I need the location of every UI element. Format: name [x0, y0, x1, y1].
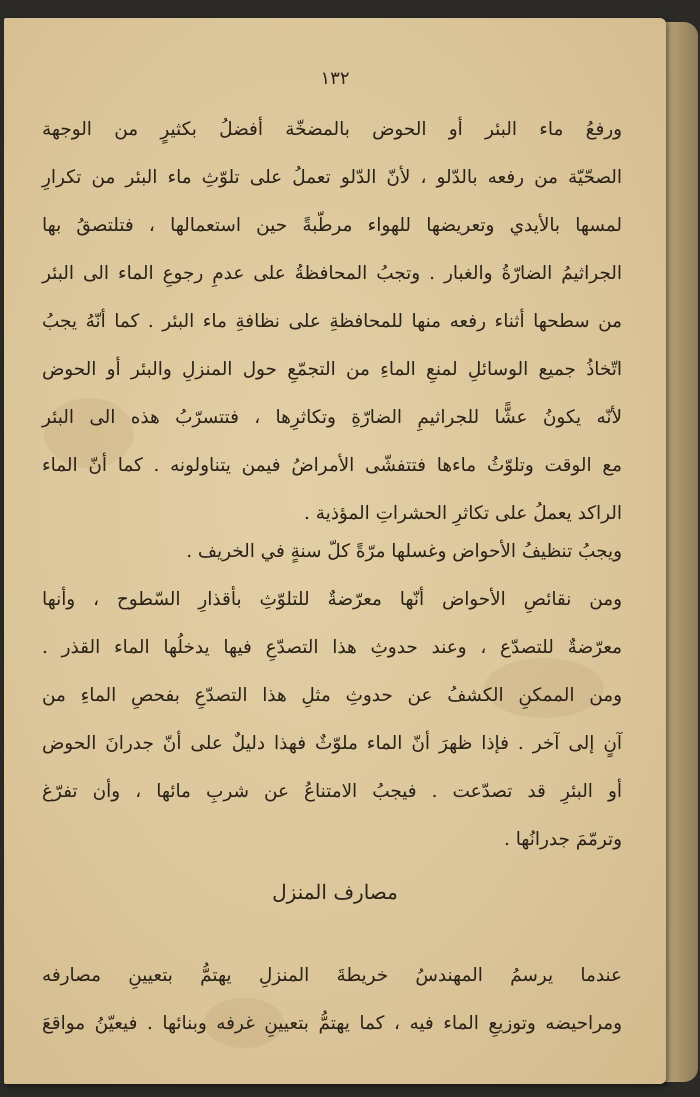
- book-page: [4, 18, 666, 1084]
- text-line: أو البئرِ قد تصدّعت . فيجبُ الامتناعُ عن شربِ مائها ، وأن تفرّغ: [42, 781, 622, 802]
- text-line: من سطحها أثناء رفعه منها للمحافظةِ على نظافةِ ماء البئر . كما أنّهُ يجبُ: [42, 311, 622, 332]
- text-line: ورفعُ ماء البئر أو الحوض بالمضخّة أفضلُ بكثيرٍ من الوجهة: [42, 119, 622, 140]
- text-line: اتّخاذُ جميع الوسائلِ لمنعِ الماءِ من التجمّعِ حول المنزلِ والبئر أو الحوض: [42, 359, 622, 380]
- text-line: لمسها بالأيدي وتعريضها للهواء مرطّبةً حين استعمالها ، فتلتصقُ بها: [42, 215, 622, 236]
- text-line: وترمّمَ جدرانُها .: [504, 829, 622, 850]
- text-line: لأنّه يكونُ عشًّا للجراثيمِ الضارّةِ وتكاثرِها ، فتتسرّبُ هذه الى البئر: [42, 407, 622, 428]
- paragraph-well-water: [42, 106, 622, 538]
- text-line: ومراحيضه وتوزيعِ الماء فيه ، كما يهتمُّ بتعيينِ غرفه وبنائها . فيعيّنُ مواقعَ: [42, 1013, 622, 1034]
- paragraph-tanks: [42, 528, 622, 864]
- text-line: معرّضةٌ للتصدّع ، وعند حدوثِ هذا التصدّعِ فيها يدخلُها الماء القذر .: [42, 637, 622, 658]
- paragraph-house-drains: [42, 952, 622, 1048]
- text-line: الجراثيمُ الضارّةُ والغبار . وتجبُ المحافظةُ على عدمِ رجوعِ الماء الى البئر: [42, 263, 622, 284]
- text-line: عندما يرسمُ المهندسُ خريطةَ المنزلِ يهتمُّ بتعيينِ مصارفه: [42, 965, 622, 986]
- text-line: ومن نقائصِ الأحواض أنّها معرّضةٌ للتلوّثِ بأقذارِ السّطوح ، وأنها: [42, 589, 622, 610]
- text-line: آنٍ إلى آخر . فإذا ظهرَ أنّ الماء ملوّثٌ فهذا دليلٌ على أنّ جدرانَ الحوض: [42, 733, 622, 754]
- text-line: الراكد يعملُ على تكاثرِ الحشراتِ المؤذية .: [304, 503, 622, 524]
- text-line: ويجبُ تنظيفُ الأحواض وغسلها مرّةً كلّ سنةٍ في الخريف .: [186, 541, 622, 562]
- page-number: ١٣٢: [320, 68, 350, 89]
- text-line: الصحّيّة من رفعه بالدّلو ، لأنّ الدّلو تعملُ على تلوّثِ ماء البئر من تكرارِ: [42, 167, 622, 188]
- section-heading: مصارف المنزل: [272, 880, 398, 904]
- text-line: ومن الممكنِ الكشفُ عن حدوثِ مثلِ هذا التصدّعِ بفحصِ الماءِ من: [42, 685, 622, 706]
- text-line: مع الوقت وتلوّثُ ماءها فتتفشّى الأمراضُ فيمن يتناولونه . كما أنّ الماء: [42, 455, 622, 476]
